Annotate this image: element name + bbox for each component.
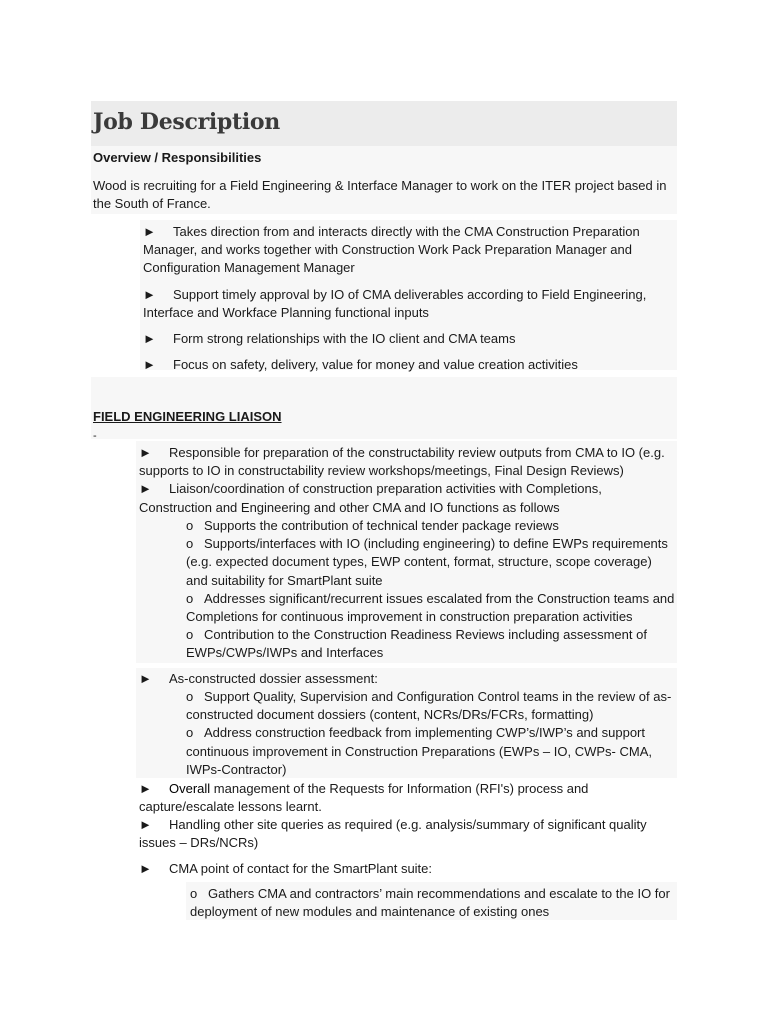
circle-bullet-icon: o	[186, 590, 194, 606]
dossier-sub-list	[186, 688, 674, 779]
circle-bullet-icon: o	[186, 689, 194, 704]
circle-bullet-icon: o	[190, 886, 198, 901]
arrow-icon: ►	[139, 671, 152, 686]
smartplant-sub: o Gathers CMA and contractors’ main recommendations and escalate to the IO for deployment of new modules and maintenance of existing ones	[190, 886, 670, 920]
fe-sub-list	[186, 517, 676, 663]
section-heading: FIELD ENGINEERING LIAISON	[93, 409, 282, 424]
arrow-icon: ►	[143, 331, 156, 347]
smartplant-bullet: ► CMA point of contact for the SmartPlant suite:	[139, 860, 659, 878]
sub-item: o Support Quality, Supervision and Configuration Control teams in the review of as-constructed document dossiers (content, NCRs/DRs/FCRs, formatting)	[186, 689, 672, 723]
arrow-icon: ►	[143, 357, 156, 373]
fe-bullet-list	[139, 444, 675, 517]
sub-item: o Supports the contribution of technical tender package reviews	[186, 517, 676, 535]
overview-heading: Overview / Responsibilities	[93, 150, 262, 165]
section-band	[91, 377, 677, 439]
arrow-icon: ►	[139, 445, 152, 460]
arrow-icon: ►	[139, 481, 152, 497]
dash-mark: -	[93, 430, 97, 442]
circle-bullet-icon: o	[186, 536, 194, 552]
sub-item: o Address construction feedback from implementing CWP’s/IWP’s and support continuous improvement in Construction Preparations (EWPs – IO, CWPs- CMA, IWPs-Contractor)	[186, 725, 652, 777]
list-item: ► Liaison/coordination of construction preparation activities with Completions, Construction and Engineering and other CMA and IO functions as follows	[139, 481, 602, 515]
list-item: ► Form strong relationships with the IO client and CMA teams	[143, 330, 673, 348]
arrow-icon: ►	[139, 781, 152, 796]
arrow-icon: ►	[139, 817, 152, 832]
sub-item: o Contribution to the Construction Readiness Reviews including assessment of EWPs/CWPs/IWPs and Interfaces	[186, 627, 647, 661]
dossier-bullet: ► As-constructed dossier assessment:	[139, 670, 675, 688]
queries-bullet: ► Handling other site queries as required (e.g. analysis/summary of significant quality issues – DRs/NCRs)	[139, 817, 647, 851]
sub-item: o Supports/interfaces with IO (including engineering) to define EWPs requirements (e.g. expected document types, EWP content, format, structure, scope coverage) and suitability for SmartPlant suite	[186, 536, 668, 588]
intro-paragraph: Wood is recruiting for a Field Engineering & Interface Manager to work on the ITER project based in the South of France.	[93, 178, 667, 212]
circle-bullet-icon: o	[186, 518, 194, 533]
circle-bullet-icon: o	[186, 627, 194, 643]
list-item: ► Takes direction from and interacts directly with the CMA Construction Preparation Manager, and works together with Construction Work Pack Preparation Manager and Configuration Management Manager	[143, 224, 640, 276]
arrow-icon: ►	[143, 224, 156, 239]
list-item: ► Support timely approval by IO of CMA deliverables according to Field Engineering, Interface and Workface Planning functional inputs	[143, 286, 647, 320]
page-title: Job Description	[93, 109, 281, 135]
circle-bullet-icon: o	[186, 725, 194, 741]
overview-bullet-list	[143, 223, 673, 374]
rfi-bullet: ► Overall management of the Requests for Information (RFI's) process and capture/escalate lessons learnt.	[139, 781, 589, 815]
list-item: ► Focus on safety, delivery, value for money and value creation activities	[143, 356, 673, 374]
arrow-icon: ►	[143, 286, 156, 302]
sub-item: o Addresses significant/recurrent issues escalated from the Construction teams and Completions for continuous improvement in construction preparation activities	[186, 590, 675, 625]
arrow-icon: ►	[139, 861, 152, 876]
list-item: ► Responsible for preparation of the constructability review outputs from CMA to IO (e.g. supports to IO in constructability review workshops/meetings, Final Design Reviews)	[139, 445, 665, 479]
